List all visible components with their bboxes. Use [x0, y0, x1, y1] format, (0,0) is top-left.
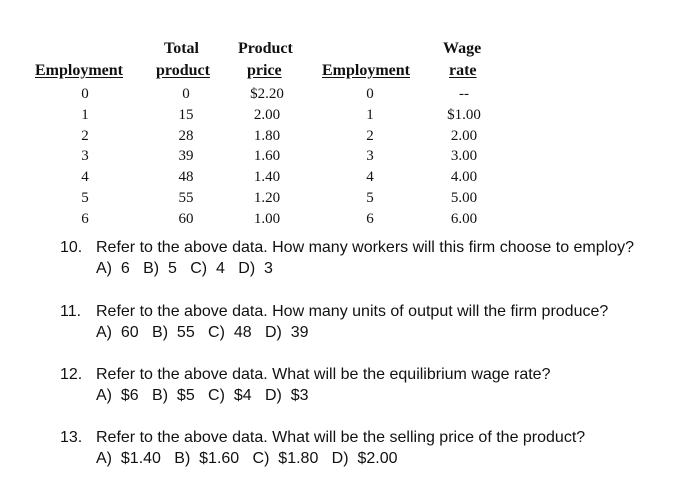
wage-rate-column — [434, 84, 494, 230]
table-cell: 2 — [366, 127, 374, 144]
table-cell: 1.80 — [253, 127, 281, 144]
question-text: Refer to the above data. What will be the selling price of the product? — [96, 429, 586, 446]
table-cell: 5 — [81, 189, 89, 206]
table-cell: 39 — [178, 148, 194, 165]
table-cell: 15 — [178, 106, 194, 123]
employment-header-1: Employment — [35, 62, 123, 79]
total-product-column — [161, 84, 211, 230]
table-cell: 2 — [81, 127, 89, 144]
question-answers: A) 60 B) 55 C) 48 D) 39 — [96, 324, 309, 341]
table-cell: 2.00 — [450, 127, 478, 144]
question-text: Refer to the above data. How many workers will this firm choose to employ? — [96, 239, 635, 256]
question-number: 11. — [60, 303, 82, 320]
table-cell: 28 — [178, 127, 194, 144]
table-cell: 1.40 — [253, 169, 281, 186]
question-answers: A) 6 B) 5 C) 4 D) 3 — [96, 260, 273, 277]
table-cell: 6.00 — [450, 210, 478, 227]
product-price-column — [237, 84, 297, 230]
table-cell: 55 — [178, 189, 194, 206]
table-cell: 4 — [81, 169, 89, 186]
employment-column-1 — [60, 84, 110, 230]
employment-header-2: Employment — [322, 62, 410, 79]
table-cell: 48 — [178, 169, 194, 186]
table-cell: 1.60 — [253, 148, 281, 165]
table-cell: 1 — [366, 106, 374, 123]
table-cell: 2.00 — [253, 106, 281, 123]
question-number: 12. — [60, 366, 83, 383]
table-cell: 3 — [81, 148, 89, 165]
question-text: Refer to the above data. How many units of output will the firm produce? — [96, 303, 609, 320]
table-cell: 5 — [366, 189, 374, 206]
question-answers: A) $6 B) $5 C) $4 D) $3 — [96, 387, 309, 404]
employment-column-2 — [345, 84, 395, 230]
table-cell: 1.20 — [253, 189, 281, 206]
table-cell: -- — [459, 86, 469, 102]
table-cell: 4 — [366, 169, 374, 186]
table-cell: 6 — [366, 210, 374, 227]
question-text: Refer to the above data. What will be the equilibrium wage rate? — [96, 366, 551, 383]
product-price-header-top: Product — [238, 40, 293, 57]
table-cell: 5.00 — [450, 189, 478, 206]
total-product-header-bottom: product — [156, 62, 210, 79]
wage-rate-header-bottom: rate — [449, 62, 477, 79]
table-cell: 1 — [81, 106, 89, 123]
question-number: 13. — [60, 429, 83, 446]
table-cell: $1.00 — [447, 106, 481, 123]
table-cell: 3.00 — [450, 148, 478, 165]
question-answers: A) $1.40 B) $1.60 C) $1.80 D) $2.00 — [96, 450, 398, 467]
table-cell: 0 — [81, 86, 89, 102]
table-cell: 6 — [81, 210, 89, 227]
table-cell: 60 — [178, 210, 194, 227]
table-cell: $2.20 — [250, 86, 284, 102]
table-cell: 0 — [366, 86, 374, 102]
total-product-header-top: Total — [164, 40, 199, 57]
wage-rate-header-top: Wage — [443, 40, 482, 57]
table-cell: 3 — [366, 148, 374, 165]
table-cell: 0 — [182, 86, 190, 102]
product-price-header-bottom: price — [247, 62, 282, 79]
question-number: 10. — [60, 239, 83, 256]
table-cell: 1.00 — [253, 210, 281, 227]
table-cell: 4.00 — [450, 169, 478, 186]
